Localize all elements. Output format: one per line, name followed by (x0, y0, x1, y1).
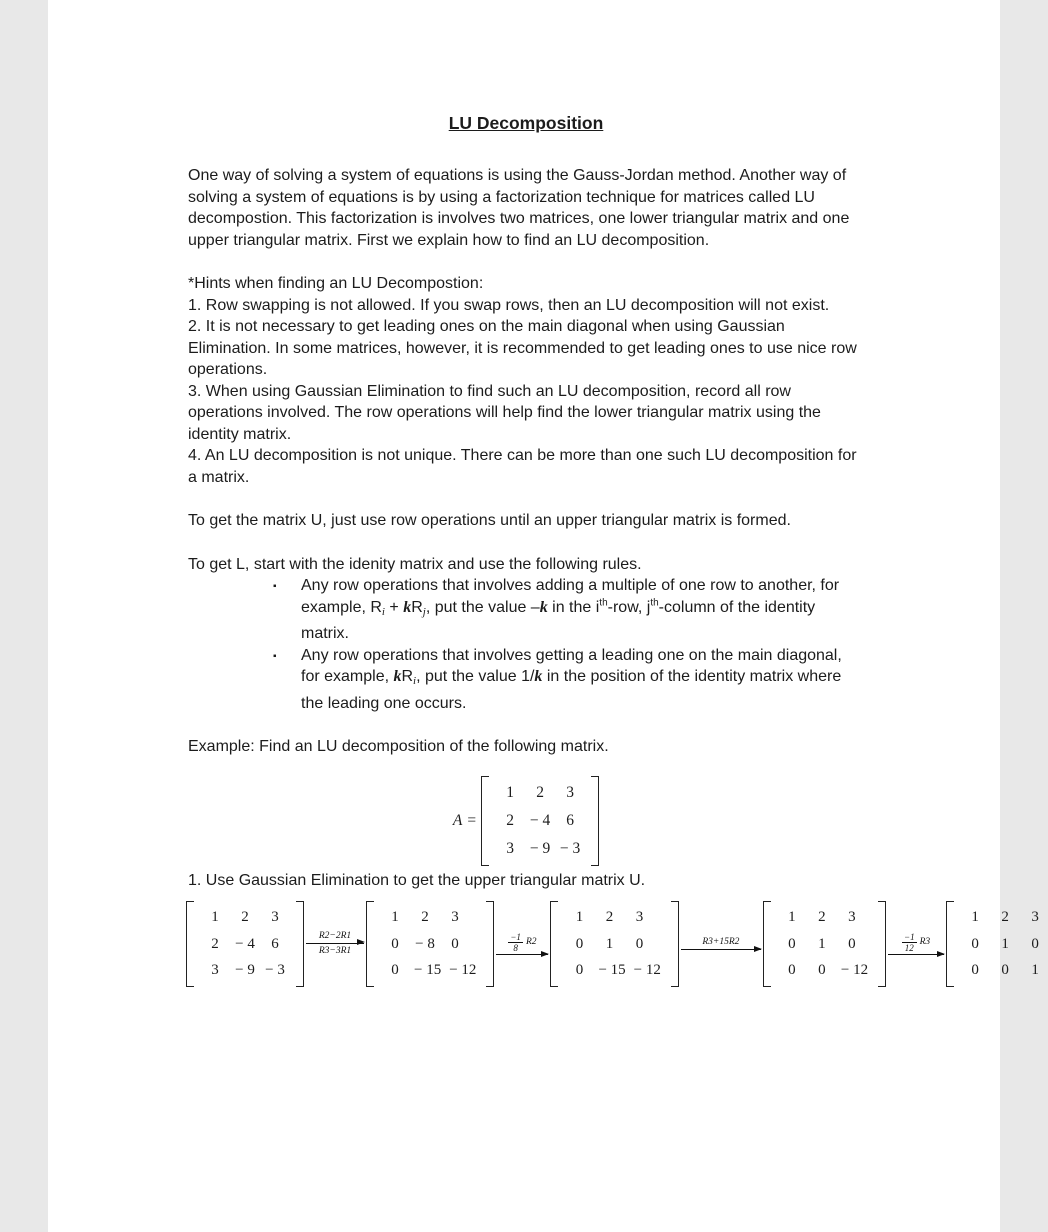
rule-1-part: -column of the identity matrix. (301, 598, 816, 642)
row-op-label: R3−3R1 (318, 945, 352, 956)
list-item (273, 575, 845, 645)
matrix-cell: 0 (451, 935, 459, 952)
matrix-cell: 0 (788, 962, 796, 978)
matrix-bracket-right (486, 901, 494, 987)
fraction (902, 932, 917, 953)
row-op-label (888, 932, 944, 953)
matrix-bracket-left (366, 901, 374, 987)
matrix-cell: 1 (605, 935, 614, 952)
hints-header: *Hints when finding an LU Decompostion: (188, 275, 484, 292)
matrix-cell: − 4 (529, 811, 551, 829)
page-title: LU Decomposition (448, 113, 604, 133)
matrix-step-3 (550, 901, 678, 987)
rule-2-part: R (401, 668, 414, 685)
rule-2-text (301, 645, 845, 715)
matrix-cell: 0 (848, 935, 856, 952)
matrix-cell: − 8 (415, 935, 435, 952)
matrix-cell: 1 (1001, 935, 1009, 952)
matrix-bracket-left (763, 901, 771, 987)
superscript-th: th (599, 597, 608, 609)
matrix-row (380, 904, 480, 931)
matrix-bracket-left (946, 901, 954, 987)
matrix-cell: 0 (391, 935, 399, 952)
right-arrow-icon (496, 954, 548, 955)
matrix-a (481, 776, 599, 866)
matrix-cell: 3 (271, 909, 279, 925)
matrix-cell: 2 (211, 935, 219, 952)
fraction (508, 932, 523, 953)
matrix-row (960, 957, 1048, 984)
document-content (188, 112, 1039, 987)
matrix-cell: 2 (506, 811, 514, 829)
rule-1-part: Any row operations that involves adding a multiple of one row to another, for example, R (301, 577, 840, 616)
row-operation-1 (306, 931, 364, 957)
matrix-row (564, 931, 664, 958)
bullet-icon: ▪ (273, 650, 277, 662)
matrix-row (380, 957, 480, 984)
rule-2-part: , put the value 1/ (416, 668, 535, 685)
matrix-body (558, 901, 670, 987)
matrix-step-1 (186, 901, 304, 987)
matrix-body (374, 901, 486, 987)
matrix-cell: 2 (536, 783, 544, 801)
matrix-cell: 0 (575, 962, 584, 978)
matrix-cell: − 15 (598, 962, 626, 978)
matrix-row (777, 904, 872, 931)
matrix-cell: 3 (848, 909, 856, 925)
row-op-suffix: R2 (525, 937, 537, 948)
k-variable: k (403, 598, 412, 616)
step1-label: 1. Use Gaussian Elimination to get the upper triangular matrix U. (188, 871, 646, 889)
matrix-cell: 1 (506, 783, 514, 801)
matrix-body (771, 901, 878, 987)
fraction-denominator: 12 (904, 943, 914, 954)
rule-2-part: Any row operations that involves getting a leading one on the main diagonal, for example, (301, 646, 842, 685)
list-item (273, 645, 845, 715)
intro-paragraph: One way of solving a system of equations is using the Gauss-Jordan method. Another way of solving a system of equations is by using a factorization technique for matrices called LU decompostion. This factorization is involves two matrices, one lower triangular matrix and one upper triangular matrix. First we explain how to find an LU decomposition. (188, 167, 850, 249)
matrix-row (495, 779, 585, 807)
matrix-cell: 3 (1031, 909, 1039, 925)
subscript-i: i (413, 675, 417, 687)
fraction-numerator: −1 (510, 932, 521, 943)
matrix-bracket-right (296, 901, 304, 987)
matrix-cell: 0 (788, 935, 796, 952)
matrix-cell: 0 (1031, 935, 1039, 952)
matrix-cell: 6 (271, 935, 279, 952)
matrix-row (960, 904, 1048, 931)
matrix-step-4 (763, 901, 886, 987)
document-page (48, 0, 1039, 1232)
row-operation-3 (681, 937, 761, 950)
get-u-paragraph: To get the matrix U, just use row operations until an upper triangular matrix is formed. (188, 512, 791, 529)
matrix-cell: − 12 (633, 962, 661, 978)
elimination-sequence (186, 901, 1039, 987)
fraction-numerator: −1 (904, 932, 915, 943)
rule-1-part: R (411, 598, 423, 616)
subscript-i: i (381, 605, 385, 618)
hint-3: 3. When using Gaussian Elimination to find such an LU decomposition, record all row operations involved. The row operations will help find the lower triangular matrix using the identity matrix. (188, 382, 821, 443)
row-operation-4 (888, 932, 944, 955)
k-variable: k (393, 668, 402, 685)
matrix-cell: 3 (635, 909, 644, 925)
rule-1-part: -row, j (607, 598, 651, 616)
matrix-body (954, 901, 1048, 987)
matrix-cell: 2 (241, 909, 249, 925)
matrix-cell: 3 (506, 839, 514, 857)
right-arrow-icon (888, 954, 944, 955)
matrix-a-name: A (452, 811, 463, 829)
matrix-row (380, 931, 480, 958)
rules-list (273, 575, 845, 714)
matrix-bracket-right (878, 901, 886, 987)
matrix-cell: 0 (1001, 962, 1009, 978)
subscript-j: j (422, 605, 426, 618)
matrix-row (495, 807, 585, 835)
matrix-cell: − 12 (449, 962, 477, 978)
matrix-step-2 (366, 901, 494, 987)
matrix-cell: 2 (818, 909, 826, 925)
matrix-cell: 2 (421, 909, 429, 925)
matrix-cell: 1 (818, 935, 826, 952)
get-l-paragraph: To get L, start with the idenity matrix and use the following rules. (188, 555, 642, 573)
matrix-row (495, 835, 585, 863)
matrix-row (200, 957, 290, 984)
matrix-cell: 0 (391, 962, 399, 978)
bullet-icon: ▪ (273, 581, 277, 592)
matrix-cell: 0 (818, 962, 826, 978)
matrix-cell: 1 (391, 909, 399, 925)
matrix-row (200, 931, 290, 958)
matrix-step-5 (946, 901, 1048, 987)
matrix-bracket-left (481, 776, 489, 866)
row-operation-2 (496, 932, 548, 955)
superscript-th: th (650, 597, 659, 609)
k-variable: k (534, 668, 543, 685)
matrix-cell: 6 (566, 811, 574, 829)
matrix-row (200, 904, 290, 931)
matrix-cell: − 4 (235, 935, 255, 952)
rule-1-part: + (384, 598, 404, 616)
equals-sign: = (467, 811, 477, 829)
matrix-cell: 2 (1001, 909, 1009, 925)
matrix-cell: 1 (1031, 962, 1039, 978)
example-label: Example: Find an LU decomposition of the following matrix. (188, 738, 609, 755)
rule-1-text (301, 575, 845, 645)
matrix-cell: 0 (971, 935, 979, 952)
k-variable: k (539, 598, 548, 616)
matrix-cell: − 9 (235, 962, 255, 978)
matrix-cell: − 12 (840, 962, 869, 978)
matrix-a-equation (188, 776, 864, 866)
fraction-denominator: 8 (513, 943, 518, 954)
matrix-cell: 0 (575, 935, 584, 952)
matrix-bracket-left (186, 901, 194, 987)
matrix-row (777, 931, 872, 958)
matrix-row (564, 904, 664, 931)
matrix-cell: 2 (605, 909, 614, 925)
matrix-cell: − 3 (265, 962, 285, 978)
hint-1: 1. Row swapping is not allowed. If you swap rows, then an LU decomposition will not exist. (188, 296, 830, 314)
hint-4: 4. An LU decomposition is not unique. There can be more than one such LU decomposition for a matrix. (188, 447, 857, 486)
matrix-cell: 0 (971, 962, 979, 978)
rule-1-part: in the i (547, 598, 600, 616)
matrix-cell: 3 (211, 962, 219, 978)
matrix-cell: 1 (211, 909, 219, 925)
row-op-suffix: R3 (919, 937, 931, 948)
matrix-bracket-right (591, 776, 599, 866)
matrix-cell: 1 (971, 909, 979, 925)
matrix-cell: − 9 (529, 839, 551, 857)
matrix-cell: 3 (566, 783, 574, 801)
rule-2-part: in the position of the identity matrix where the leading one occurs. (301, 668, 842, 712)
matrix-cell: − 3 (559, 839, 581, 857)
matrix-body (194, 901, 296, 987)
matrix-body (489, 776, 591, 866)
matrix-row (777, 957, 872, 984)
right-arrow-icon (306, 943, 364, 944)
matrix-cell: 1 (788, 909, 796, 925)
hint-2: 2. It is not necessary to get leading ones on the main diagonal when using Gaussian Elimination. In some matrices, however, it is recommended to get leading ones to use nice row operations. (188, 318, 857, 378)
matrix-cell: 3 (451, 909, 459, 925)
matrix-row (564, 957, 664, 984)
matrix-bracket-right (671, 901, 679, 987)
matrix-cell: − 15 (414, 962, 442, 978)
rule-1-part: , put the value – (425, 598, 540, 616)
row-op-label: R3+15R2 (702, 937, 740, 948)
matrix-row (960, 931, 1048, 958)
matrix-cell: 0 (635, 935, 644, 952)
matrix-cell: 1 (575, 909, 584, 925)
matrix-bracket-left (550, 901, 558, 987)
row-op-label: R2−2R1 (318, 930, 352, 941)
right-arrow-icon (681, 949, 761, 950)
